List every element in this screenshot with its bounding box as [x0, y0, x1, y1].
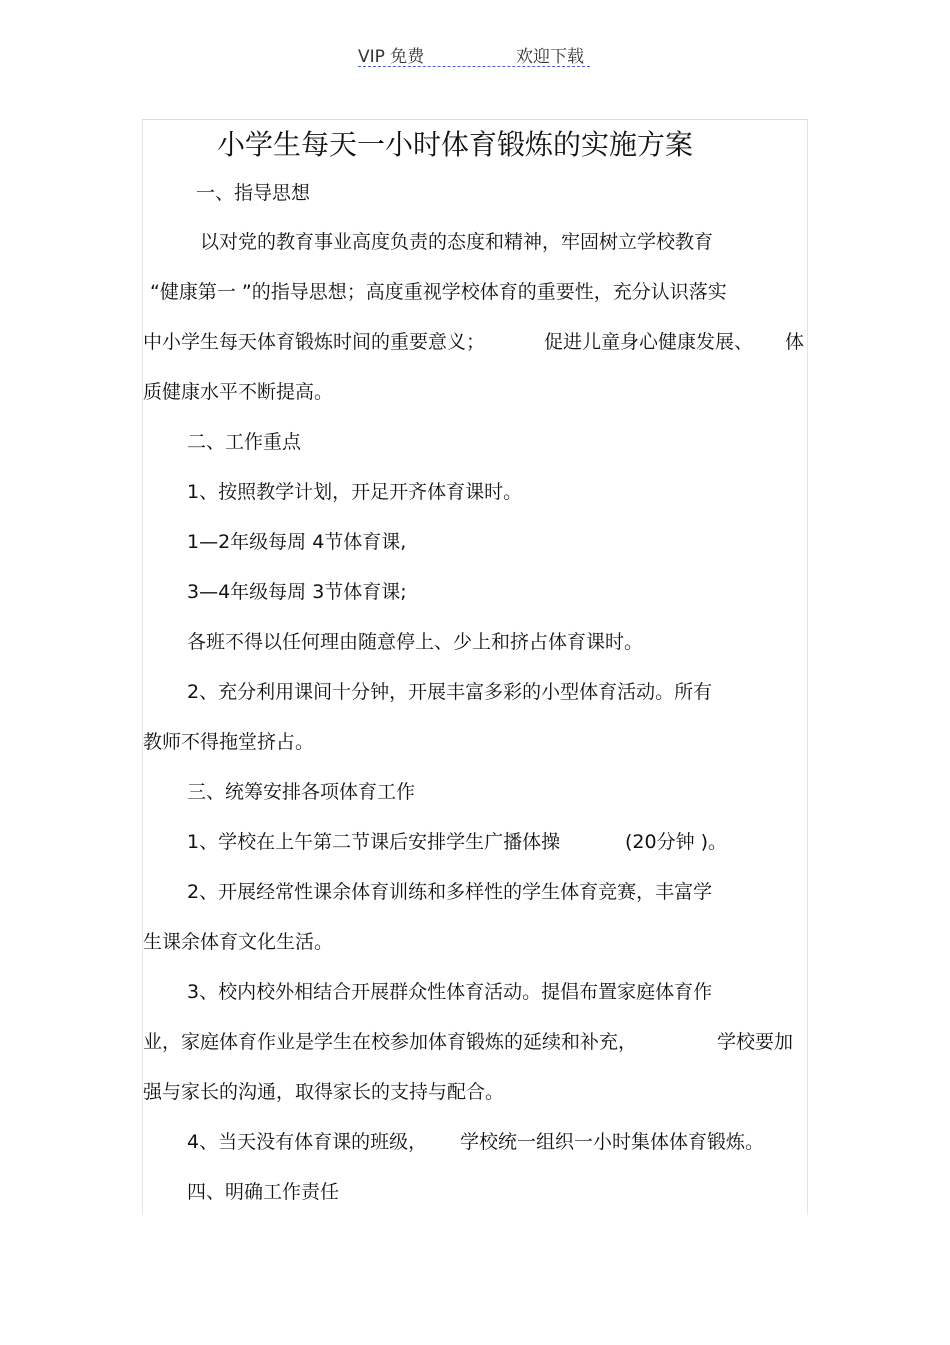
paragraph-line: 1、按照教学计划，开足开齐体育课时。 [187, 481, 523, 503]
section-heading-overall-arrangement: 三、统筹安排各项体育工作 [187, 781, 416, 803]
paragraph-line: 3、校内校外相结合开展群众性体育活动。提倡布置家庭体育作 [187, 981, 713, 1003]
paragraph-line: 质健康水平不断提高。 [143, 381, 334, 403]
section-heading-guiding-ideology: 一、指导思想 [196, 182, 311, 204]
paragraph-line: 生课余体育文化生活。 [143, 931, 334, 953]
paragraph-line [187, 1129, 787, 1155]
paragraph-segment: 1、学校在上午第二节课后安排学生广播体操 [187, 831, 561, 853]
paragraph-line: 2、充分利用课间十分钟，开展丰富多彩的小型体育活动。所有 [187, 681, 713, 703]
section-heading-work-focus: 二、工作重点 [187, 431, 302, 453]
paragraph-segment: 学校统一组织一小时集体体育锻炼。 [460, 1131, 765, 1153]
paragraph-line: 3—4年级每周 3节体育课; [187, 581, 407, 603]
paragraph-line: 强与家长的沟通，取得家长的支持与配合。 [143, 1081, 505, 1103]
paragraph-line [143, 1029, 806, 1055]
paragraph-line: 以对党的教育事业高度负责的态度和精神，牢固树立学校教育 [200, 231, 714, 253]
paragraph-line [143, 329, 806, 355]
paragraph-line: 1—2年级每周 4节体育课, [187, 531, 407, 553]
paragraph-line: “健康第一 ”的指导思想；高度重视学校体育的重要性，充分认识落实 [150, 281, 727, 303]
paragraph-segment: 4、当天没有体育课的班级， [187, 1131, 428, 1153]
paragraph-segment: 中小学生每天体育锻炼时间的重要意义； [143, 331, 486, 353]
vip-free-label[interactable]: VIP 免费 [358, 47, 425, 67]
paragraph-line: 2、开展经常性课余体育训练和多样性的学生体育竞赛，丰富学 [187, 881, 713, 903]
page-header [358, 42, 590, 67]
paragraph-segment: 促进儿童身心健康发展、 [544, 331, 754, 353]
section-heading-work-responsibility: 四、明确工作责任 [187, 1181, 340, 1203]
paragraph-segment: 业，家庭体育作业是学生在校参加体育锻炼的延续和补充， [143, 1031, 638, 1053]
paragraph-line: 教师不得拖堂挤占。 [143, 731, 315, 753]
document-title: 小学生每天一小时体育锻炼的实施方案 [216, 128, 693, 161]
paragraph-segment: 学校要加 [717, 1031, 794, 1053]
paragraph-segment: (20分钟 )。 [625, 831, 728, 853]
welcome-download-label[interactable]: 欢迎下载 [516, 47, 584, 67]
paragraph-segment: 体 [785, 331, 805, 353]
paragraph-line [187, 829, 747, 855]
paragraph-line: 各班不得以任何理由随意停上、少上和挤占体育课时。 [187, 631, 644, 653]
